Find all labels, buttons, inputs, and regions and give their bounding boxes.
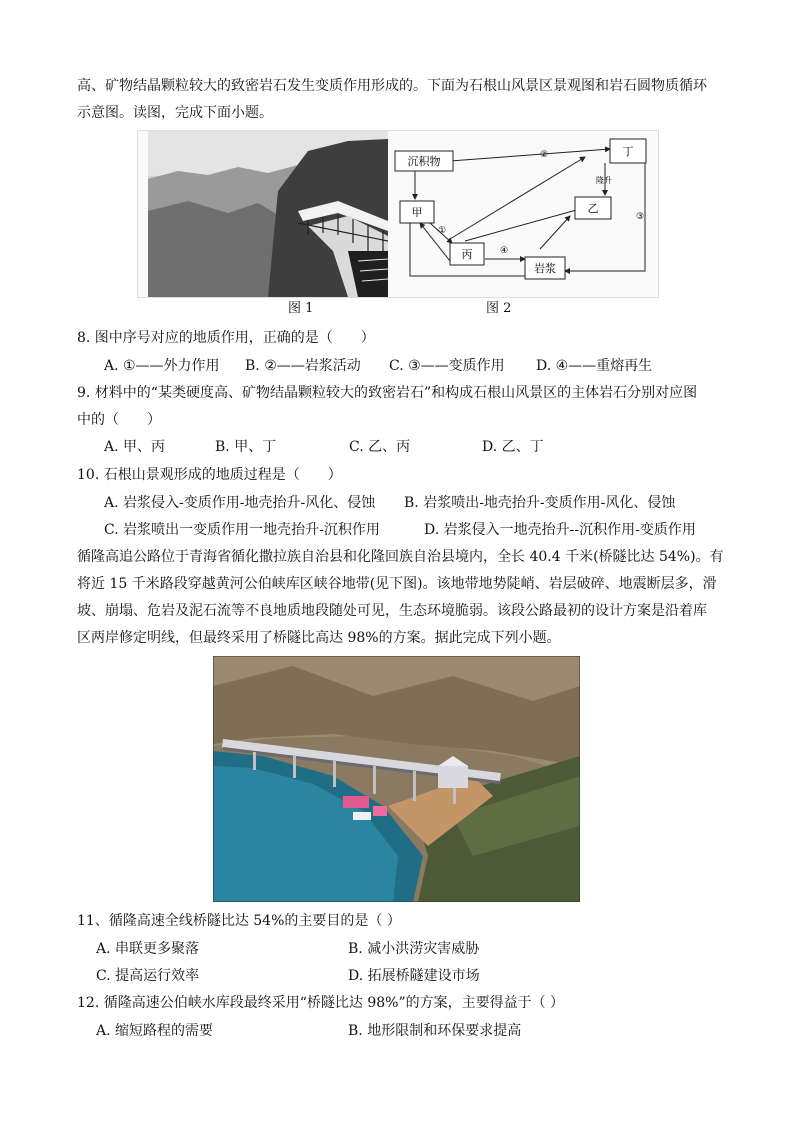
- passage-line-4: 区两岸修定明线，但最终采用了桥隧比高达 98%的方案。据此完成下列小题。: [77, 630, 561, 646]
- arrow-1-label: ①: [438, 226, 447, 236]
- q8-option-a: A. ①——外力作用: [104, 358, 220, 374]
- q10-option-a: A. 岩浆侵入-变质作用-地壳抬升-风化、侵蚀: [104, 495, 376, 511]
- node-ding: 丁: [622, 145, 634, 158]
- q9-option-b: B. 甲、丁: [215, 439, 277, 455]
- q11-stem: 11、循隆高速全线桥隧比达 54%的主要目的是（ ）: [77, 913, 401, 929]
- q9-option-d: D. 乙、丁: [482, 439, 544, 455]
- intro-line-2: 示意图。读图，完成下面小题。: [77, 105, 273, 121]
- q12-option-a: A. 缩短路程的需要: [96, 1023, 214, 1039]
- q8-option-b: B. ②——岩浆活动: [245, 358, 361, 374]
- node-yi: 乙: [587, 202, 599, 215]
- q11-option-c: C. 提高运行效率: [96, 968, 200, 984]
- intro-line-1: 高、矿物结晶颗粒较大的致密岩石发生变质作用形成的。下面为石根山风景区景观图和岩石圆物质循环: [77, 78, 707, 94]
- figure-panel: [137, 130, 659, 298]
- q9-option-c: C. 乙、丙: [349, 439, 411, 455]
- node-magma: 岩浆: [534, 262, 556, 275]
- q8-stem: 8. 图中序号对应的地质作用，正确的是（ ）: [77, 330, 375, 346]
- q11-option-b: B. 减小洪涝灾害威胁: [348, 941, 480, 957]
- q9-option-a: A. 甲、丙: [104, 439, 166, 455]
- q11-option-d: D. 拓展桥隧建设市场: [348, 968, 480, 984]
- node-bing: 丙: [461, 248, 473, 261]
- passage-line-2: 将近 15 千米路段穿越黄河公伯峡库区峡谷地带(见下图)。该地带地势陡峭、岩层破碎、地震断层多，滑: [77, 576, 717, 592]
- q9-stem-line-1: 9. 材料中的“某类硬度高、矿物结晶颗粒较大的致密岩石”和构成石根山风景区的主体岩石分别对应图: [77, 385, 698, 401]
- fig1-caption: 图 1: [288, 301, 314, 316]
- label-uplift: 隆升: [596, 176, 612, 185]
- arrow-4-label: ④: [500, 246, 509, 256]
- q10-stem: 10. 石根山景观形成的地质过程是（ ）: [77, 467, 342, 483]
- node-sediment: 沉积物: [407, 155, 441, 168]
- arrow-2-label: ②: [540, 150, 549, 160]
- highway-bridge-photo: [213, 656, 580, 902]
- q10-option-d: D. 岩浆侵入一地壳抬升--沉积作用-变质作用: [424, 522, 696, 538]
- passage-line-1: 循隆高追公路位于青海省循化撒拉族自治县和化隆回族自治县境内，全长 40.4 千米(桥隧比达 54%)。有: [77, 549, 724, 565]
- arrow-3-label: ③: [636, 212, 645, 222]
- q11-option-a: A. 串联更多聚落: [96, 941, 200, 957]
- q8-option-c: C. ③——变质作用: [389, 358, 505, 374]
- passage-line-3: 坡、崩塌、危岩及泥石流等不良地质地段随处可见，生态环境脆弱。该段公路最初的设计方案是沿着库: [77, 603, 707, 619]
- fig2-caption: 图 2: [486, 301, 512, 316]
- landscape-photo: [148, 131, 388, 297]
- node-jia: 甲: [411, 206, 423, 219]
- q12-stem: 12. 循隆高速公伯峡水库段最终采用“桥隧比达 98%”的方案，主要得益于（ ）: [77, 995, 565, 1011]
- q9-stem-line-2: 中的（ ）: [77, 412, 161, 428]
- q10-option-c: C. 岩浆喷出一变质作用一地壳抬升-沉积作用: [104, 522, 380, 538]
- q12-option-b: B. 地形限制和环保要求提高: [348, 1023, 522, 1039]
- q8-option-d: D. ④——重熔再生: [536, 358, 653, 374]
- q10-option-b: B. 岩浆喷出-地壳抬升-变质作用-风化、侵蚀: [404, 495, 676, 511]
- rock-cycle-diagram: [390, 131, 655, 297]
